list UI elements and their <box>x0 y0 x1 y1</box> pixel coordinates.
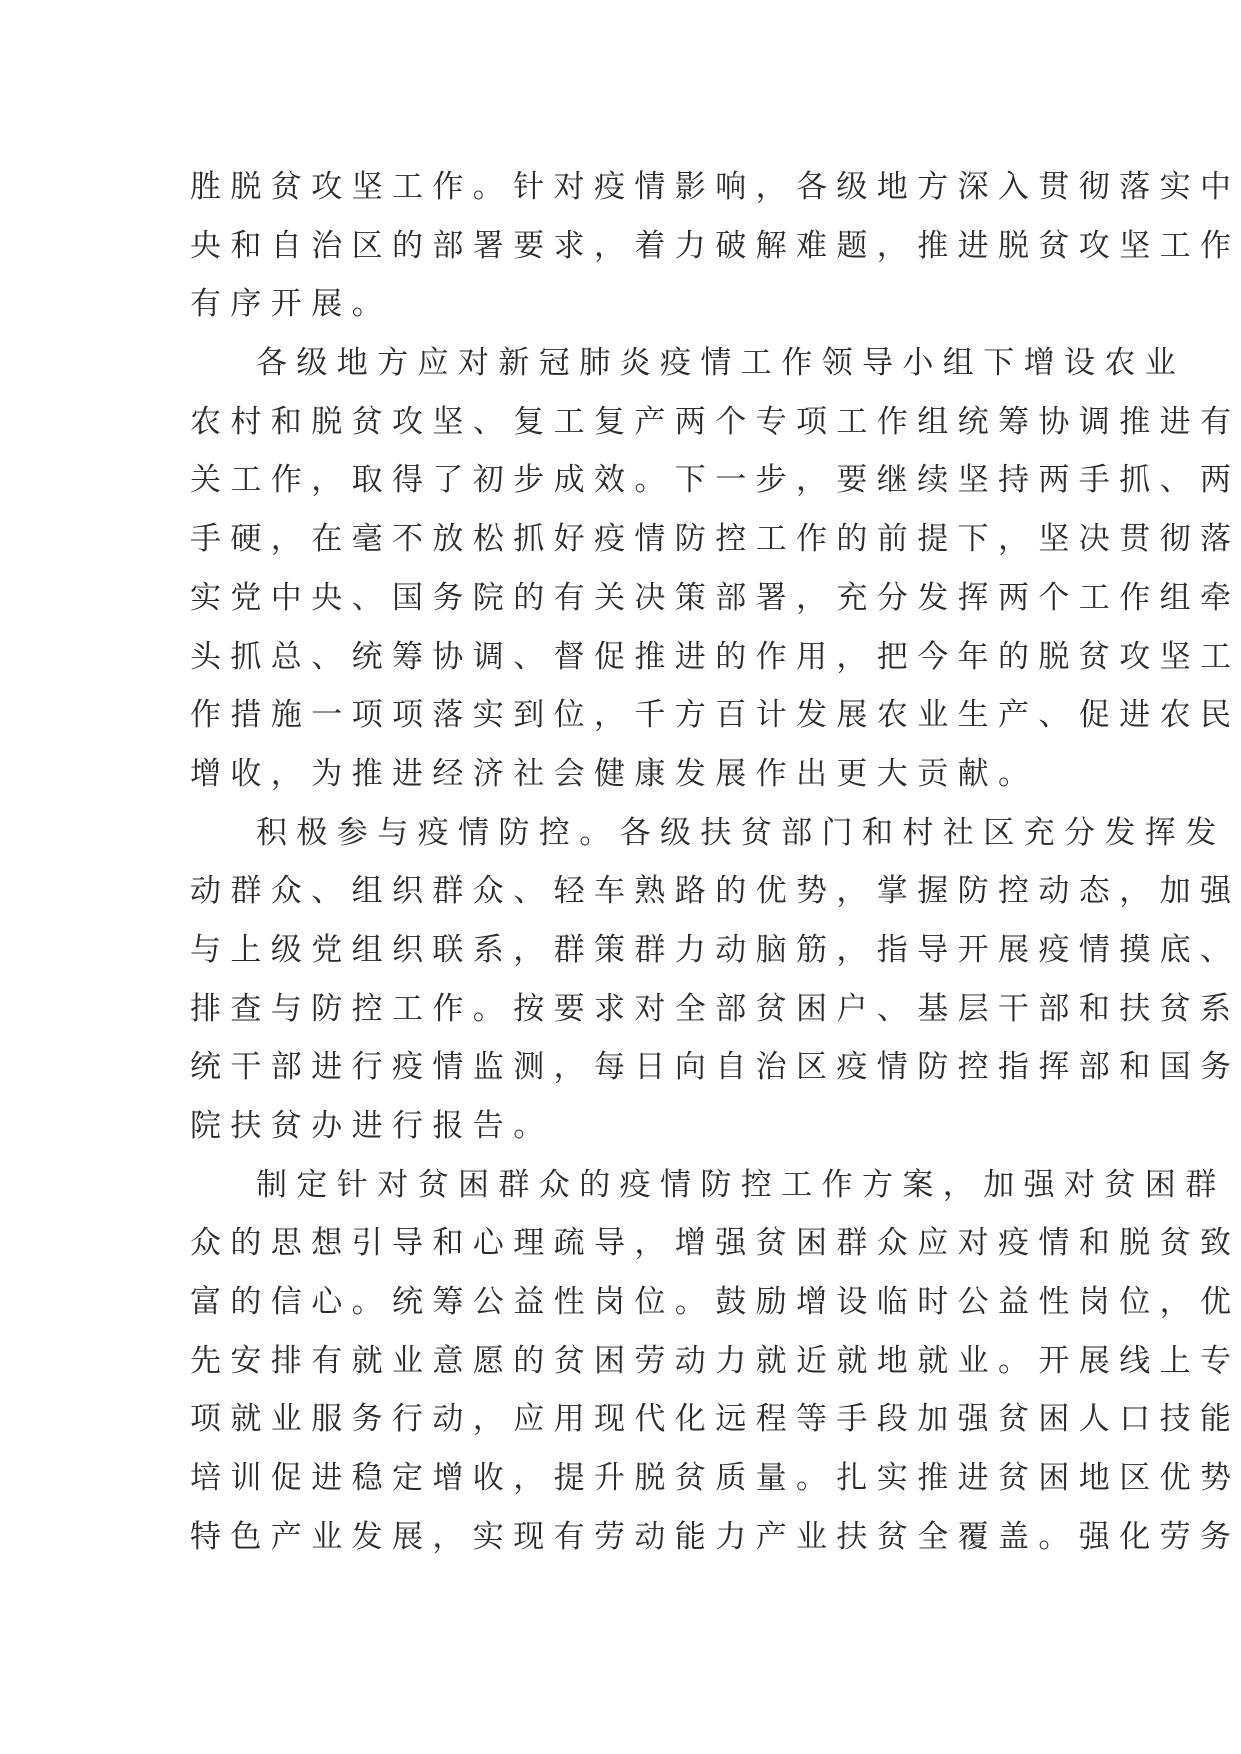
text-line: 头抓总、统筹协调、督促推进的作用，把今年的脱贫攻坚工 <box>190 638 1241 675</box>
paragraph-first-line: 各级地方应对新冠肺炎疫情工作领导小组下增设农业 <box>256 345 1186 382</box>
text-line: 央和自治区的部署要求，着力破解难题，推进脱贫攻坚工作 <box>190 227 1241 264</box>
text-line: 众的思想引导和心理疏导，增强贫困群众应对疫情和脱贫致 <box>190 1225 1241 1262</box>
document-body <box>190 158 1241 1567</box>
text-line: 增收，为推进经济社会健康发展作出更大贡献。 <box>190 755 1039 792</box>
text-line: 实党中央、国务院的有关决策部署，充分发挥两个工作组牵 <box>190 579 1241 616</box>
text-line: 手硬，在毫不放松抓好疫情防控工作的前提下，坚决贯彻落 <box>190 521 1241 558</box>
text-line: 有序开展。 <box>190 286 392 323</box>
text-line: 院扶贫办进行报告。 <box>190 1108 554 1144</box>
text-line: 作措施一项项落实到位，千方百计发展农业生产、促进农民 <box>190 697 1241 734</box>
text-line: 农村和脱贫攻坚、复工复产两个专项工作组统筹协调推进有 <box>190 403 1241 440</box>
text-line: 培训促进稳定增收，提升脱贫质量。扎实推进贫困地区优势 <box>190 1460 1241 1497</box>
text-line: 统干部进行疫情监测，每日向自治区疫情防控指挥部和国务 <box>190 1049 1241 1086</box>
text-line: 排查与防控工作。按要求对全部贫困户、基层干部和扶贫系 <box>190 990 1241 1027</box>
text-line: 关工作，取得了初步成效。下一步，要继续坚持两手抓、两 <box>190 462 1241 499</box>
text-line: 特色产业发展，实现有劳动能力产业扶贫全覆盖。强化劳务 <box>190 1518 1241 1555</box>
text-line: 与上级党组织联系，群策群力动脑筋，指导开展疫情摸底、 <box>190 931 1241 968</box>
paragraph-first-line: 积极参与疫情防控。各级扶贫部门和村社区充分发挥发 <box>256 814 1226 851</box>
text-line: 富的信心。统筹公益性岗位。鼓励增设临时公益性岗位，优 <box>190 1284 1241 1321</box>
paragraph-first-line: 制定针对贫困群众的疫情防控工作方案，加强对贫困群 <box>256 1166 1226 1203</box>
text-line: 先安排有就业意愿的贫困劳动力就近就地就业。开展线上专 <box>190 1342 1241 1379</box>
text-line: 项就业服务行动，应用现代化远程等手段加强贫困人口技能 <box>190 1401 1241 1438</box>
text-line: 胜脱贫攻坚工作。针对疫情影响，各级地方深入贯彻落实中 <box>190 169 1241 205</box>
text-line: 动群众、组织群众、轻车熟路的优势，掌握防控动态，加强 <box>190 873 1241 910</box>
